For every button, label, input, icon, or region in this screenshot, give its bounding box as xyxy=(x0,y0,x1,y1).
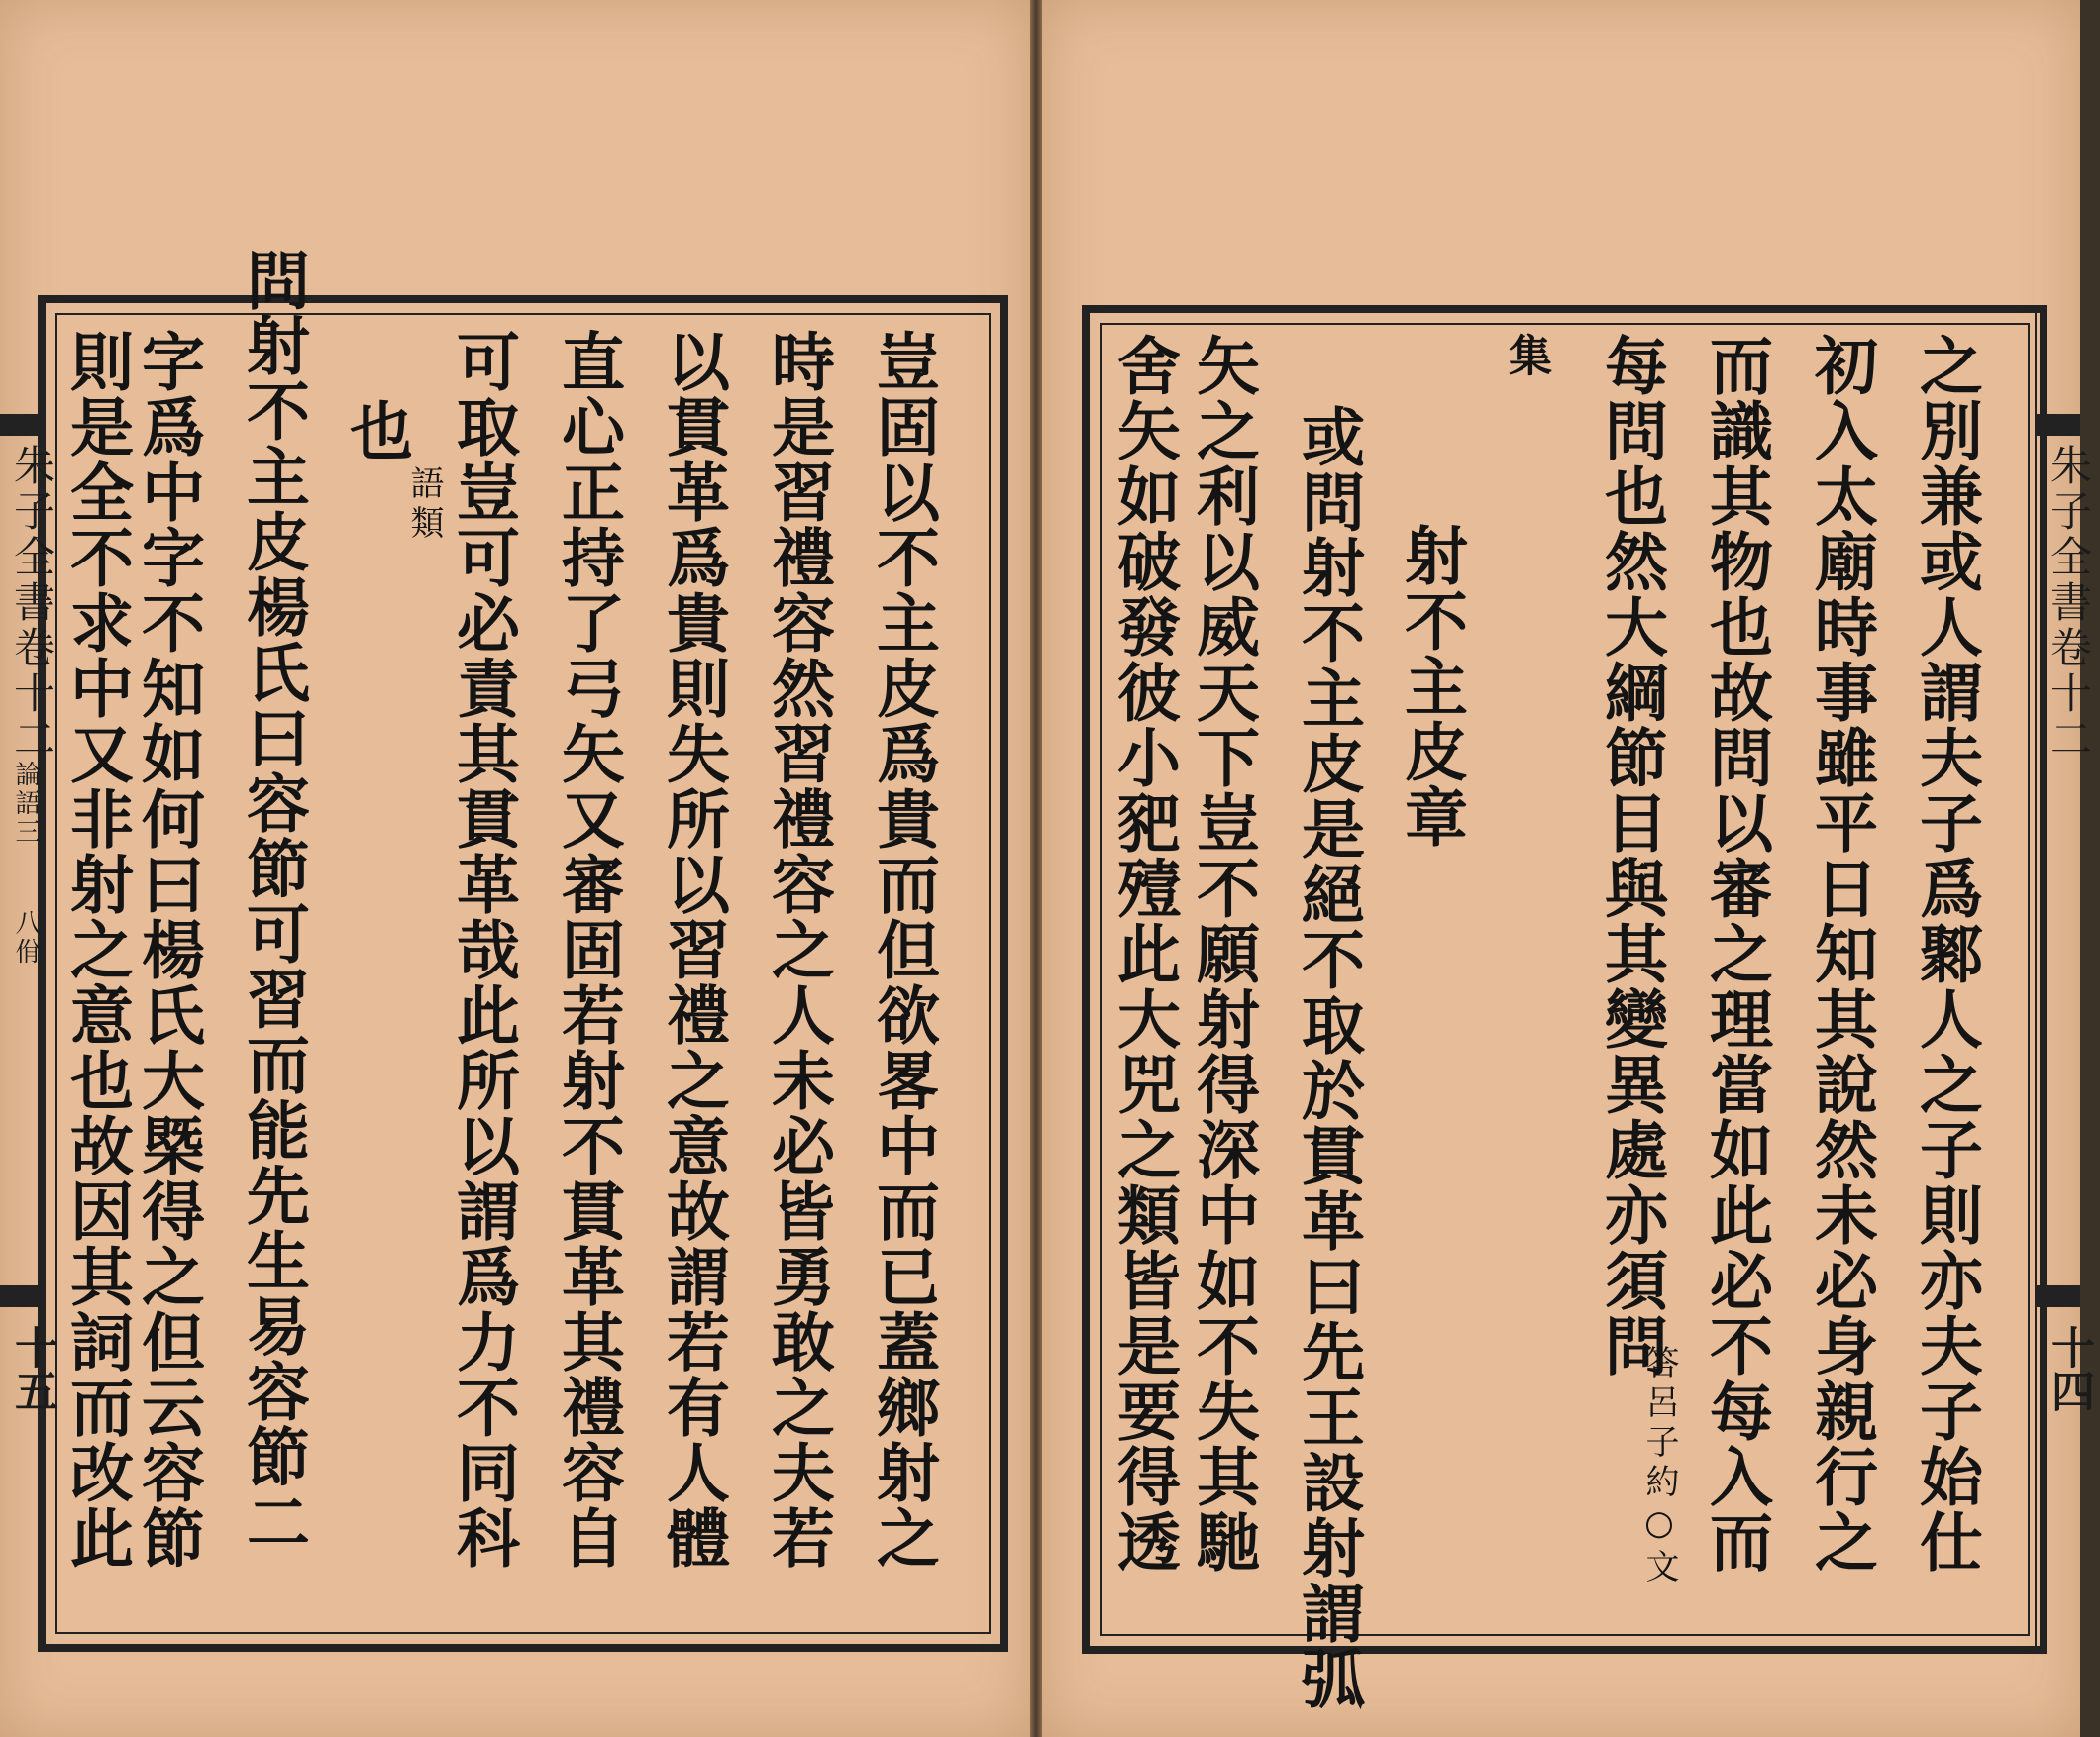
source-note: 答呂子約○文 xyxy=(1639,1345,1679,1588)
section-title: 論語三 xyxy=(11,761,41,847)
text-column: 直心正持了弓矢又審固若射不貫革其禮容自 xyxy=(551,329,625,1571)
fishtail-ornament xyxy=(2037,414,2080,436)
page-number: 十四 xyxy=(2044,1325,2094,1412)
text-column: 矢之利以威天下豈不願射得深中如不失其馳 xyxy=(1186,333,1260,1575)
chapter-heading: 射不主皮章 xyxy=(1394,523,1468,850)
fishtail-ornament xyxy=(0,1285,44,1307)
text-column: 問射不主皮楊氏曰容節可習而能先生易容節二 xyxy=(236,248,310,1555)
text-column: 初入太廟時事雖平日知其說然未必身親行之 xyxy=(1804,333,1878,1575)
fishtail-ornament xyxy=(2037,1285,2080,1307)
text-column: 時是習禮容然習禮容之人未必皆勇敢之夫若 xyxy=(761,329,835,1571)
left-text-frame xyxy=(38,248,1008,1652)
left-page xyxy=(0,0,1030,1737)
right-text-frame xyxy=(1082,305,2048,1711)
text-column: 而識其物也故問以審之理當如此必不每入而 xyxy=(1699,333,1773,1575)
text-column: 字爲中字不知如何曰楊氏大槩得之但云容節 xyxy=(131,329,205,1571)
text-column: 也 xyxy=(339,398,413,463)
text-column: 之別兼或人謂夫子爲鄹人之子則亦夫子始仕 xyxy=(1909,333,1983,1575)
book-title: 朱子全書卷十二 xyxy=(8,444,56,763)
chapter-title: 八佾 xyxy=(11,909,41,967)
right-inner-border xyxy=(1100,323,2030,1711)
text-column: 或問射不主皮是絕不取於貫革曰先王設射謂弧 xyxy=(1291,404,1365,1711)
text-column: 則是全不求中又非射之意也故因其詞而改此 xyxy=(59,329,134,1571)
text-column: 每問也然大綱節目與其變異處亦須問 xyxy=(1594,333,1668,1379)
text-column: 以貫革爲貴則失所以習禮之意故謂若有人體 xyxy=(656,329,730,1571)
text-column: 舍矢如破發彼小豝殪此大兕之類皆是要得透 xyxy=(1106,333,1181,1575)
left-margin-strip xyxy=(0,295,57,1652)
left-inner-border xyxy=(55,248,991,1634)
right-margin-strip xyxy=(2035,305,2094,1654)
text-column: 豈固以不主皮爲貴而但欲畧中而已蓋鄉射之 xyxy=(866,329,940,1571)
text-column: 可取豈可必責其貫革哉此所以謂爲力不同科 xyxy=(446,329,520,1571)
source-note: 語類 xyxy=(404,465,444,545)
book-gutter xyxy=(1030,0,1042,1737)
page-number: 十五 xyxy=(7,1325,57,1412)
fishtail-ornament xyxy=(0,414,44,436)
book-title: 朱子全書卷十二 xyxy=(2045,444,2093,763)
right-page xyxy=(1042,0,2094,1737)
text-column: 集 xyxy=(1501,333,1551,378)
